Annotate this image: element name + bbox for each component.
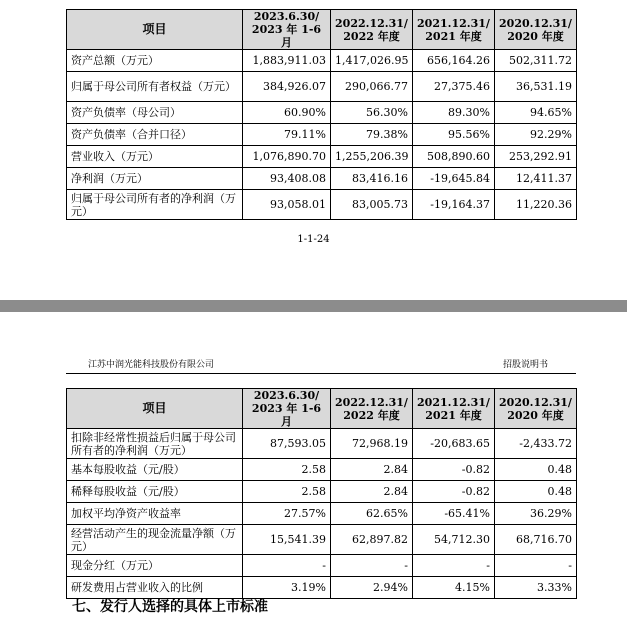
section-heading: 七、发行人选择的具体上市标准 (72, 599, 268, 615)
cell-value: 508,890.60 (413, 146, 495, 168)
row-label: 净利润（万元） (67, 168, 243, 190)
table-row (67, 124, 577, 146)
cell-value: 1,255,206.39 (331, 146, 413, 168)
cell-value: 79.11% (243, 124, 331, 146)
cell-value: -2,433.72 (495, 429, 577, 459)
table-row (67, 102, 577, 124)
cell-value: 89.30% (413, 102, 495, 124)
page-number: 1-1-24 (297, 234, 330, 245)
table-row (67, 481, 577, 503)
table-row (67, 503, 577, 525)
row-label: 基本每股收益（元/股） (67, 459, 243, 481)
header-period: 2023.6.30/ 2023 年 1-6 月 (243, 389, 331, 429)
cell-value: - (413, 555, 495, 577)
document-type: 招股说明书 (502, 360, 548, 370)
cell-value: 93,408.08 (243, 168, 331, 190)
row-label: 研发费用占营业收入的比例 (67, 577, 243, 599)
cell-value: 15,541.39 (243, 525, 331, 555)
cell-value: -19,645.84 (413, 168, 495, 190)
cell-value: 68,716.70 (495, 525, 577, 555)
cell-value: 92.29% (495, 124, 577, 146)
cell-value: 94.65% (495, 102, 577, 124)
cell-value: 12,411.37 (495, 168, 577, 190)
table-row (67, 555, 577, 577)
row-label: 扣除非经常性损益后归属于母公司所有者的净利润（万元） (67, 429, 243, 459)
row-label: 资产负债率（母公司） (67, 102, 243, 124)
table-row (67, 429, 577, 459)
cell-value: -0.82 (413, 481, 495, 503)
cell-value: 656,164.26 (413, 50, 495, 72)
cell-value: - (243, 555, 331, 577)
cell-value: 0.48 (495, 459, 577, 481)
header-period: 2020.12.31/ 2020 年度 (495, 10, 577, 50)
cell-value: 54,712.30 (413, 525, 495, 555)
cell-value: 2.84 (331, 459, 413, 481)
cell-value: 2.58 (243, 459, 331, 481)
header-item: 项目 (67, 10, 243, 50)
page-separator (0, 300, 627, 312)
cell-value: 4.15% (413, 577, 495, 599)
cell-value: 56.30% (331, 102, 413, 124)
cell-value: 2.58 (243, 481, 331, 503)
cell-value: 1,417,026.95 (331, 50, 413, 72)
cell-value: 36,531.19 (495, 72, 577, 102)
cell-value: 62,897.82 (331, 525, 413, 555)
cell-value: 36.29% (495, 503, 577, 525)
header-period: 2022.12.31/ 2022 年度 (331, 389, 413, 429)
financial-table-2 (66, 388, 577, 599)
table-header-row (67, 389, 577, 429)
document-page-2 (0, 312, 627, 629)
header-period: 2022.12.31/ 2022 年度 (331, 10, 413, 50)
table-header-row (67, 10, 577, 50)
row-label: 经营活动产生的现金流量净额（万元） (67, 525, 243, 555)
cell-value: 3.19% (243, 577, 331, 599)
cell-value: 93,058.01 (243, 190, 331, 220)
cell-value: 79.38% (331, 124, 413, 146)
cell-value: 72,968.19 (331, 429, 413, 459)
cell-value: 87,593.05 (243, 429, 331, 459)
cell-value: 253,292.91 (495, 146, 577, 168)
cell-value: 95.56% (413, 124, 495, 146)
row-label: 现金分红（万元） (67, 555, 243, 577)
cell-value: -20,683.65 (413, 429, 495, 459)
company-name: 江苏中润光能科技股份有限公司 (88, 360, 215, 370)
cell-value: -65.41% (413, 503, 495, 525)
cell-value: 27.57% (243, 503, 331, 525)
cell-value: 1,076,890.70 (243, 146, 331, 168)
running-header (66, 359, 576, 374)
cell-value: - (331, 555, 413, 577)
table-row (67, 146, 577, 168)
cell-value: 3.33% (495, 577, 577, 599)
header-period: 2021.12.31/ 2021 年度 (413, 10, 495, 50)
row-label: 加权平均净资产收益率 (67, 503, 243, 525)
cell-value: 27,375.46 (413, 72, 495, 102)
cell-value: 290,066.77 (331, 72, 413, 102)
cell-value: 62.65% (331, 503, 413, 525)
cell-value: 384,926.07 (243, 72, 331, 102)
row-label: 归属于母公司所有者的净利润（万元） (67, 190, 243, 220)
header-period: 2020.12.31/ 2020 年度 (495, 389, 577, 429)
table-row (67, 72, 577, 102)
row-label: 营业收入（万元） (67, 146, 243, 168)
cell-value: 0.48 (495, 481, 577, 503)
header-period: 2021.12.31/ 2021 年度 (413, 389, 495, 429)
cell-value: 1,883,911.03 (243, 50, 331, 72)
cell-value: 2.94% (331, 577, 413, 599)
table-row (67, 459, 577, 481)
table-row (67, 525, 577, 555)
header-period: 2023.6.30/ 2023 年 1-6 月 (243, 10, 331, 50)
cell-value: 502,311.72 (495, 50, 577, 72)
table-row (67, 190, 577, 220)
cell-value: 2.84 (331, 481, 413, 503)
row-label: 归属于母公司所有者权益（万元） (67, 72, 243, 102)
cell-value: 11,220.36 (495, 190, 577, 220)
row-label: 资产负债率（合并口径） (67, 124, 243, 146)
cell-value: 83,005.73 (331, 190, 413, 220)
header-item: 项目 (67, 389, 243, 429)
cell-value: 83,416.16 (331, 168, 413, 190)
cell-value: 60.90% (243, 102, 331, 124)
financial-table-1 (66, 9, 577, 220)
table-row (67, 168, 577, 190)
row-label: 资产总额（万元） (67, 50, 243, 72)
cell-value: -19,164.37 (413, 190, 495, 220)
row-label: 稀释每股收益（元/股） (67, 481, 243, 503)
cell-value: -0.82 (413, 459, 495, 481)
document-page-1 (0, 0, 627, 300)
cell-value: - (495, 555, 577, 577)
table-row (67, 50, 577, 72)
